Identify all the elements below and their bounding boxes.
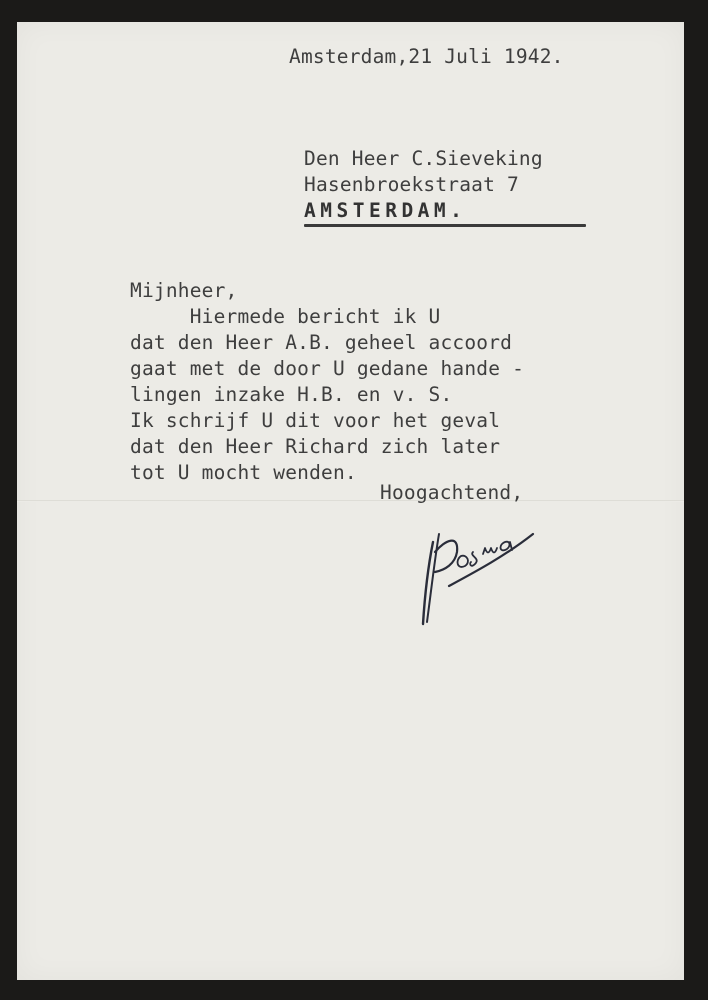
city-underline — [304, 224, 586, 227]
body-line: lingen inzake H.B. en v. S. — [130, 383, 453, 406]
closing: Hoogachtend, — [380, 481, 524, 504]
salutation: Mijnheer, — [130, 279, 238, 302]
letter-date: Amsterdam,21 Juli 1942. — [289, 45, 564, 68]
body-line: Hiermede bericht ik U — [130, 305, 441, 328]
body-line: gaat met de door U gedane hande - — [130, 357, 525, 380]
body-line: tot U mocht wenden. — [130, 461, 357, 484]
handwritten-signature — [415, 512, 535, 632]
body-line: dat den Heer A.B. geheel accoord — [130, 331, 513, 354]
recipient-name: Den Heer C.Sieveking — [304, 147, 543, 170]
recipient-street: Hasenbroekstraat 7 — [304, 173, 519, 196]
body-line: dat den Heer Richard zich later — [130, 435, 501, 458]
letter-page — [17, 22, 684, 980]
paper-fold-line — [17, 500, 684, 502]
body-line: Ik schrijf U dit voor het geval — [130, 409, 501, 432]
recipient-city: AMSTERDAM. — [304, 199, 467, 222]
